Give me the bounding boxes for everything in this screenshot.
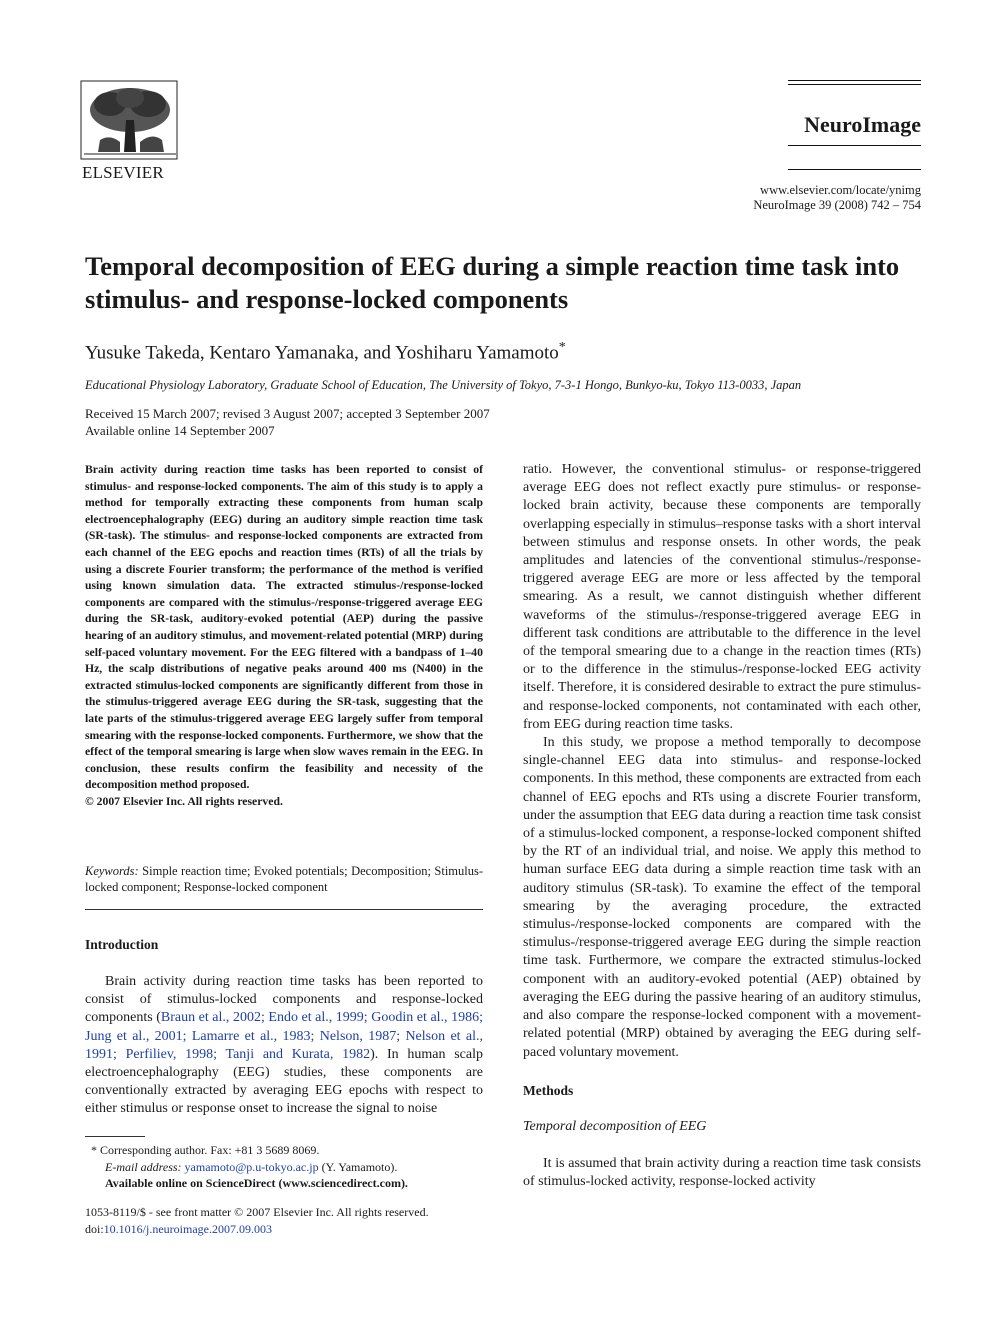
keywords (85, 863, 483, 895)
authors: Yusuke Takeda, Kentaro Yamanaka, and Yoshiharu Yamamoto (85, 342, 559, 364)
abstract (85, 462, 483, 810)
article-dates (85, 405, 685, 439)
email-name: (Y. Yamamoto). (321, 1159, 398, 1174)
journal-rule-bottom-2 (788, 169, 921, 170)
intro-references[interactable]: Braun et al., 2002; Endo et al., 1999; Goodin et al., 1986; Jung et al., 2001; Lamarre et al., 1983; Nelson, 1987; Nelson et al., 1991; Perfiliev, 1998; Tanji and Kurata, 1982 (85, 1010, 483, 1062)
journal-rule-top (788, 80, 921, 81)
intro-p1-continued: ratio. However, the conventional stimulus- or response-triggered average EEG does not reflect exactly pure stimulus- or response-locked brain activity, because these components are temporally overlapping especially in stimulus–response tasks with a short interval between stimulus and response onsets. In other words, the peak amplitudes and latencies of the conventional stimulus-/response-triggered average EEG are more or less affected by the temporal smearing. As a result, we cannot distinguish whether different waveforms of the stimulus-/response-triggered average EEG in different task conditions are attributable to the difference in the level of the temporal smearing due to a change in the reaction times (RTs) or to the difference in the stimulus-/response-locked EEG activity itself. Therefore, it is considered desirable to extract the pure stimulus- and response-locked components, not contaminated with each other, from EEG during reaction time tasks. (523, 462, 921, 732)
introduction-right-column (523, 461, 921, 1062)
journal-url[interactable]: www.elsevier.com/locate/ynimg (760, 183, 921, 197)
intro-paragraph-2: In this study, we propose a method temporally to decompose single-channel EEG data into stimulus- and response-locked components. In this method, these components are extracted from each channel of EEG epochs and RTs using a discrete Fourier transform, under the assumption that EEG data during a reaction time task consist of a stimulus-locked component, a response-locked component shifted by the RT of an individual trial, and noise. We apply this method to human surface EEG data during a simple reaction time task with an auditory stimulus (SR-task). To examine the effect of the temporal smearing by the averaging procedure, the extracted stimulus-/response-locked components are compared with the stimulus-/response-triggered average EEG during the simple reaction time task. Furthermore, we compare the extracted stimulus-locked component with an auditory-evoked potential (AEP) obtained by averaging the EEG during the passive hearing of an auditory stimulus, and also compare the response-locked component with a movement-related potential (MRP) obtained by averaging the EEG during self-paced voluntary movement. (523, 735, 921, 1060)
journal-citation: NeuroImage 39 (2008) 742 – 754 (753, 198, 921, 212)
corresponding-mark[interactable]: * (558, 340, 566, 355)
sciencedirect-note: Available online on ScienceDirect (www.sciencedirect.com). (105, 1176, 408, 1190)
journal-rule-top-2 (788, 84, 921, 85)
affiliation: Educational Physiology Laboratory, Graduate School of Education, The University of Tokyo, 7-3-1 Hongo, Bunkyo-ku, Tokyo 113-0033, Japan (85, 378, 802, 392)
email-link[interactable]: yamamoto@p.u-tokyo.ac.jp (184, 1159, 319, 1174)
doi-link[interactable]: 10.1016/j.neuroimage.2007.09.003 (103, 1221, 272, 1236)
copyright-block (85, 1204, 483, 1237)
issn-line: 1053-8119/$ - see front matter © 2007 Elsevier Inc. All rights reserved. (85, 1205, 429, 1219)
intro-p1-rest: ). In human scalp electroencephalography (EEG) studies, these components are conventionally extracted by averaging EEG epochs with respect to either stimulus or response onset to increase the signal to noise (85, 1046, 483, 1117)
intro-p1-text: Brain activity during reaction time tasks has been reported to consist of stimulus-locked components and response-locked components ( (85, 974, 483, 1026)
available-date: Available online 14 September 2007 (85, 423, 275, 438)
doi-label: doi: (85, 1221, 104, 1236)
article-title: Temporal decomposition of EEG during a simple reaction time task into stimulus- and response-locked components (85, 251, 900, 314)
subsection-heading-temporal-decomposition: Temporal decomposition of EEG (523, 1119, 707, 1134)
abstract-copyright: © 2007 Elsevier Inc. All rights reserved. (85, 794, 283, 808)
section-heading-methods: Methods (523, 1083, 574, 1098)
footnote-rule (85, 1136, 145, 1137)
keywords-list: Simple reaction time; Evoked potentials; Decomposition; Stimulus-locked component; Response-locked component (85, 864, 484, 894)
email-label: E-mail address: (105, 1159, 182, 1174)
introduction-paragraph-1 (85, 973, 483, 1119)
abstract-divider (85, 909, 483, 910)
keywords-label: Keywords: (85, 864, 139, 878)
corresponding-author: Corresponding author. Fax: +81 3 5689 8069. (100, 1143, 320, 1157)
author-list (85, 340, 905, 364)
footnote (85, 1142, 483, 1192)
methods-paragraph-1 (523, 1155, 921, 1191)
publisher-name: ELSEVIER (82, 163, 164, 182)
journal-name: NeuroImage (804, 112, 921, 137)
footnote-mark: * (91, 1143, 97, 1157)
received-dates: Received 15 March 2007; revised 3 August 2007; accepted 3 September 2007 (85, 406, 490, 421)
section-heading-introduction: Introduction (85, 937, 159, 952)
methods-p1: It is assumed that brain activity during a reaction time task consists of stimulus-locked activity, response-locked activity (523, 1156, 921, 1190)
journal-rule-bottom (788, 145, 921, 146)
abstract-text: Brain activity during reaction time tasks has been reported to consist of stimulus- and response-locked components. The aim of this study is to apply a method for temporally extracting these components from human scalp electroencephalography (EEG) during an auditory simple reaction time task (SR-task). The stimulus- and response-locked components are extracted from each channel of the EEG epochs and reaction times (RTs) of all the trials by using a discrete Fourier transform; the performance of the method is verified using known simulation data. The extracted stimulus-/response-locked components are compared with the stimulus-/response-triggered average EEG during the SR-task, auditory-evoked potential (AEP) during the passive hearing of an auditory stimulus, and movement-related potential (MRP) during self-paced voluntary movement. For the EEG filtered with a bandpass of 1–40 Hz, the scalp distributions of negative peaks around 400 ms (N400) in the extracted stimulus-locked components are significantly different from those in the stimulus-triggered average EEG during the SR-task, suggesting that the late parts of the stimulus-triggered average EEG largely suffer from temporal smearing with the response-locked components. Furthermore, we show that the effect of the temporal smearing is large when slow waves remain in the EEG. In conclusion, these results confirm the feasibility and necessity of the decomposition method proposed. (85, 463, 483, 792)
journal-info (640, 183, 921, 213)
